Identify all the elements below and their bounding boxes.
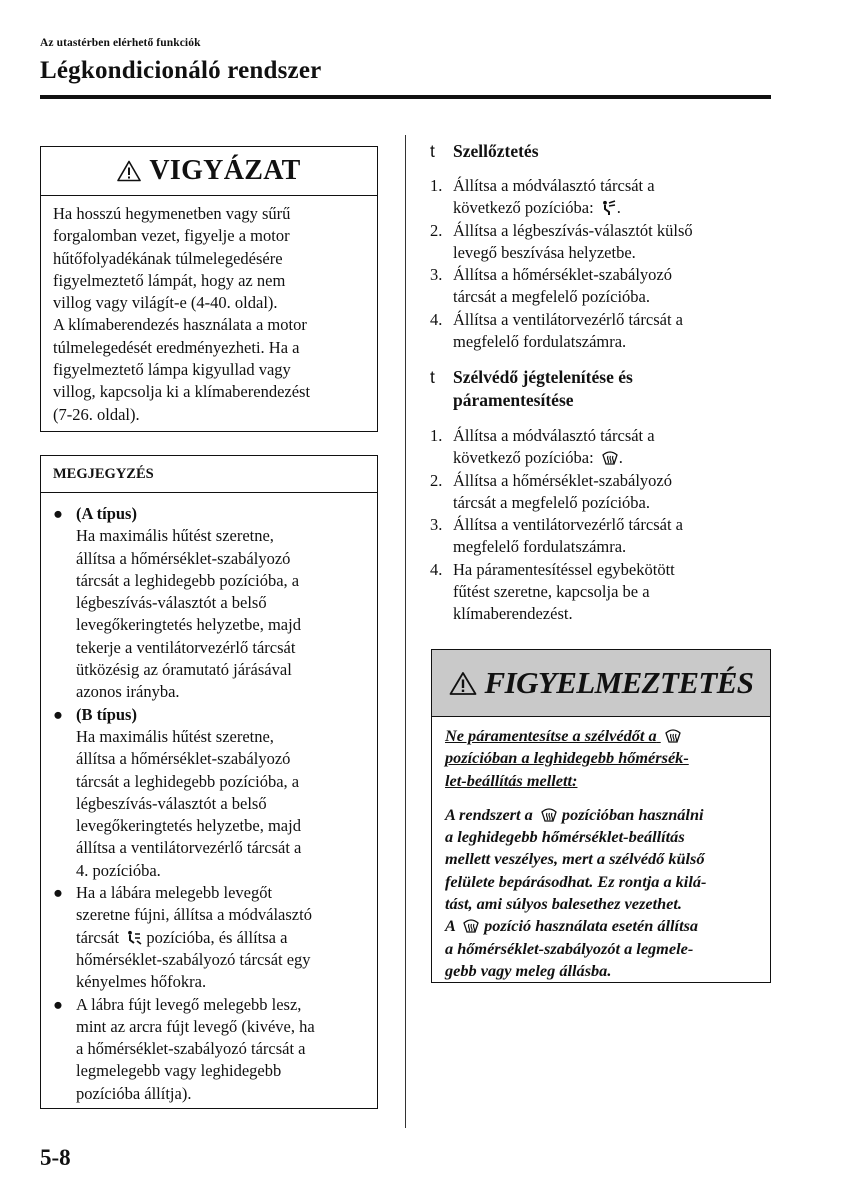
bullet-line: Ha a lábára melegebb levegőt <box>76 883 273 903</box>
warning-line-part: Ne páramentesítse a szélvédőt a <box>445 726 657 745</box>
bullet-line: kényelmes hőfokra. <box>76 972 207 992</box>
defrost-step-4 <box>430 559 770 626</box>
caution-heading-text: VIGYÁZAT <box>149 155 301 186</box>
note-bullet-b-type <box>53 704 369 882</box>
vent-step-1 <box>430 175 770 220</box>
step-line: Állítsa a hőmérséklet-szabályozó <box>453 265 673 285</box>
step-number: 4. <box>430 309 443 329</box>
windshield-defrost-icon <box>664 728 682 744</box>
defrost-step-2 <box>430 470 770 515</box>
bullet-line: légbeszívás-választót a belső <box>76 793 267 813</box>
warning-line-part: pozíció használata esetén állítsa <box>484 916 699 936</box>
step-line-end: . <box>618 448 623 468</box>
defrost-heading-line: páramentesítése <box>453 390 574 410</box>
warning-body <box>432 717 770 982</box>
windshield-defrost-icon <box>540 807 558 823</box>
defrost-step-3 <box>430 514 770 559</box>
warning-line <box>445 725 756 747</box>
caution-line: hűtőfolyadékának túlmelegedésére <box>53 248 283 268</box>
warning-line-part: A rendszert a <box>445 804 533 824</box>
defrost-heading <box>430 366 633 412</box>
step-line: következő pozícióba: <box>453 198 594 218</box>
bullet-mark: ● <box>53 883 63 903</box>
foot-vent-icon <box>126 930 142 946</box>
warning-heading <box>432 650 770 717</box>
step-line: Állítsa a módválasztó tárcsát a <box>453 176 655 195</box>
warning-line-part: A <box>445 916 455 936</box>
warning-line <box>445 915 756 937</box>
bullet-line: mint az arcra fújt levegő (kivéve, ha <box>76 1016 315 1036</box>
caution-line: figyelmeztető lámpát, hogy az nem <box>53 270 286 290</box>
bullet-line: levegőkeringtetés helyzetbe, majd <box>76 615 301 635</box>
bullet-mark: ● <box>53 704 63 724</box>
defrost-steps <box>430 425 770 626</box>
warning-line: a hőmérséklet-szabályozót a legmele- <box>445 938 694 958</box>
bullet-line: hőmérséklet-szabályozó tárcsát egy <box>76 949 311 969</box>
warning-line: tást, ami súlyos balesethez vezethet. <box>445 894 682 914</box>
step-number: 2. <box>430 220 443 240</box>
step-line: klímaberendezést. <box>453 604 573 624</box>
warning-line: let-beállítás mellett: <box>445 770 578 790</box>
defrost-step-1 <box>430 425 770 470</box>
heading-mark: t <box>430 141 435 161</box>
bullet-line: állítsa a ventilátorvezérlő tárcsát a <box>76 838 302 858</box>
windshield-defrost-icon <box>601 450 619 466</box>
note-body <box>41 493 377 1105</box>
heading-mark: t <box>430 367 435 387</box>
step-line: Állítsa a ventilátorvezérlő tárcsát a <box>453 309 683 329</box>
bullet-lead: (A típus) <box>76 504 137 523</box>
bullet-line: tekerje a ventilátorvezérlő tárcsát <box>76 637 296 657</box>
warning-heading-text: FIGYELMEZTETÉS <box>484 665 754 700</box>
bullet-line: legmelegebb vagy leghidegebb <box>76 1061 282 1081</box>
bullet-line: állítsa a hőmérséklet-szabályozó <box>76 749 291 769</box>
bullet-line: légbeszívás-választót a belső <box>76 593 267 613</box>
bullet-line: levegőkeringtetés helyzetbe, majd <box>76 816 301 836</box>
step-line: következő pozícióba: <box>453 448 594 468</box>
caution-line: figyelmeztető lámpa kigyullad vagy <box>53 360 291 380</box>
step-number: 1. <box>430 176 443 195</box>
note-bullet-feet-warmer <box>53 994 369 1105</box>
bullet-line <box>76 927 369 949</box>
bullet-line: Ha maximális hűtést szeretne, <box>76 526 274 546</box>
caution-line: villog, kapcsolja ki a klímaberendezést <box>53 382 311 402</box>
vent-heading <box>430 140 539 163</box>
step-line: tárcsát a megfelelő pozícióba. <box>453 287 650 307</box>
bullet-line-part: tárcsát <box>76 927 120 947</box>
bullet-lead: (B típus) <box>76 704 137 724</box>
bullet-line: a hőmérséklet-szabályozó tárcsát a <box>76 1039 306 1059</box>
step-number: 3. <box>430 265 443 285</box>
warning-box <box>431 649 771 983</box>
bullet-line: ütközésig az óramutató járásával <box>76 660 292 680</box>
step-line: levegő beszívása helyzetbe. <box>453 242 636 262</box>
warning-triangle-icon <box>117 160 141 182</box>
caution-body <box>41 196 377 426</box>
vent-heading-text: Szellőztetés <box>453 141 539 161</box>
bullet-line: tárcsát a leghidegebb pozícióba, a <box>76 570 300 590</box>
bullet-line: szeretne fújni, állítsa a módválasztó <box>76 905 312 925</box>
warning-triangle-icon <box>449 671 477 696</box>
step-number: 2. <box>430 470 443 490</box>
vent-step-3 <box>430 264 770 309</box>
note-box <box>40 455 378 1109</box>
warning-line: mellett veszélyes, mert a szélvédő külső <box>445 849 705 869</box>
bullet-line: 4. pozícióba. <box>76 860 161 880</box>
note-bullet-feet <box>53 882 369 993</box>
warning-line: pozícióban a leghidegebb hőmérsék- <box>445 748 689 768</box>
step-line-end: . <box>616 198 621 218</box>
step-line: tárcsát a megfelelő pozícióba. <box>453 492 650 512</box>
bullet-mark: ● <box>53 504 63 523</box>
step-line: Állítsa a módválasztó tárcsát a <box>453 426 655 445</box>
step-line: Állítsa a ventilátorvezérlő tárcsát a <box>453 515 683 535</box>
caution-line: villog vagy világít-e (4-40. oldal). <box>53 293 278 313</box>
warning-line: felülete bepárásodhat. Ez rontja a kilá- <box>445 871 707 891</box>
bullet-line: tárcsát a leghidegebb pozícióba, a <box>76 771 300 791</box>
page-number: 5-8 <box>40 1145 71 1170</box>
step-line: Állítsa a hőmérséklet-szabályozó <box>453 470 673 490</box>
face-vent-icon <box>601 200 617 216</box>
bullet-line: állítsa a hőmérséklet-szabályozó <box>76 548 291 568</box>
warning-line: a leghidegebb hőmérséklet-beállítás <box>445 827 685 847</box>
bullet-line: Ha maximális hűtést szeretne, <box>76 726 274 746</box>
caution-line: (7-26. oldal). <box>53 404 140 424</box>
page-title: Légkondicionáló rendszer <box>40 57 322 84</box>
defrost-heading-line: Szélvédő jégtelenítése és <box>453 367 633 387</box>
caution-line: Ha hosszú hegymenetben vagy sűrű <box>53 204 291 223</box>
warning-line: gebb vagy meleg állásba. <box>445 960 612 980</box>
bullet-line: pozícióba állítja). <box>76 1083 192 1103</box>
caution-box <box>40 146 378 432</box>
column-divider <box>405 135 406 1128</box>
step-line: fűtést szeretne, kapcsolja be a <box>453 582 650 602</box>
vent-step-2 <box>430 220 770 265</box>
title-rule <box>40 95 771 99</box>
bullet-line: azonos irányba. <box>76 682 180 702</box>
warning-line-part: pozícióban használni <box>561 804 704 824</box>
bullet-line: A lábra fújt levegő melegebb lesz, <box>76 994 302 1014</box>
step-line: Állítsa a légbeszívás-választót külső <box>453 220 693 240</box>
section-label: Az utastérben elérhető funkciók <box>40 37 201 49</box>
step-number: 1. <box>430 426 443 445</box>
step-line: megfelelő fordulatszámra. <box>453 537 627 557</box>
caution-line: túlmelegedését eredményezheti. Ha a <box>53 337 300 357</box>
warning-line <box>445 804 756 826</box>
bullet-mark: ● <box>53 994 63 1014</box>
step-number: 3. <box>430 515 443 535</box>
note-bullet-a-type <box>53 503 369 704</box>
step-line: Ha páramentesítéssel egybekötött <box>453 559 675 579</box>
caution-heading <box>41 147 377 196</box>
step-line: megfelelő fordulatszámra. <box>453 332 627 352</box>
note-heading: MEGJEGYZÉS <box>41 456 377 493</box>
caution-line: A klímaberendezés használata a motor <box>53 315 307 335</box>
vent-steps <box>430 175 770 353</box>
bullet-line-part: pozícióba, és állítsa a <box>146 927 288 947</box>
vent-step-4 <box>430 309 770 354</box>
windshield-defrost-icon <box>462 918 480 934</box>
step-number: 4. <box>430 559 443 579</box>
caution-line: forgalomban vezet, figyelje a motor <box>53 226 290 246</box>
